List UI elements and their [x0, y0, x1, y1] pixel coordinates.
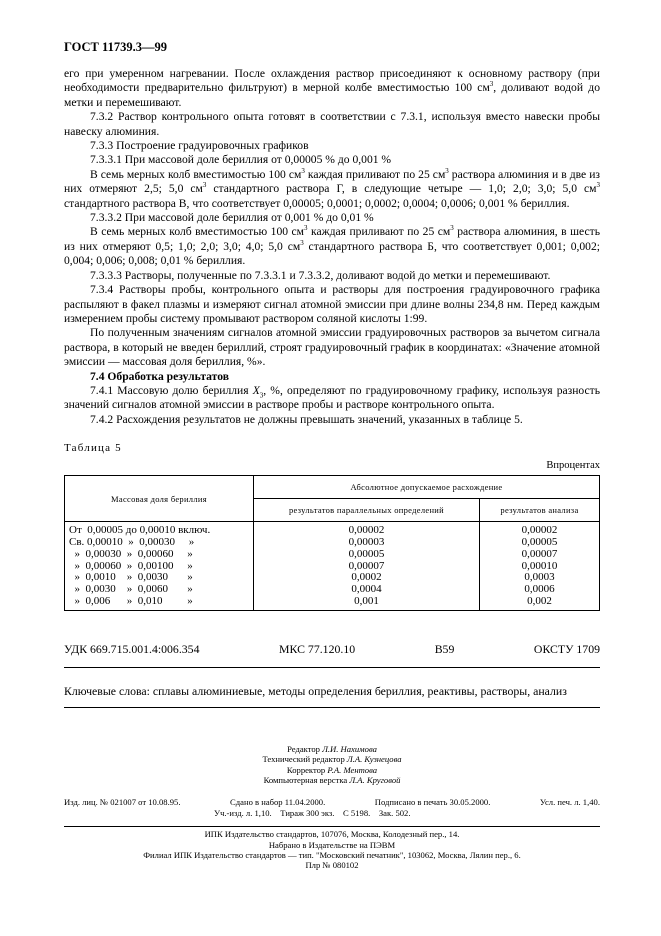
divider — [64, 667, 600, 668]
corrector-line: Корректор Р.А. Ментова — [286, 764, 378, 775]
paragraph-7-3-4: 7.3.4 Растворы пробы, контрольного опыта и растворы для построения градуировочного графика распыляют в факел плазмы и измеряют сигнал атомной эмиссии при длине волны 234,8 нм. Перед каждым измерением пробы систему промывают раствором соляной кислоты 1:99. — [64, 283, 600, 325]
table-unit: Впроцентах — [546, 460, 600, 472]
paragraph-7-3-3-2: 7.3.3.2 При массовой доле бериллия от 0,001 % до 0,01 % — [90, 211, 374, 225]
mks-code: МКС 77.120.10 — [279, 641, 356, 656]
col-parallel-determinations: результатов параллельных определений — [254, 499, 480, 522]
classification-line — [64, 642, 600, 657]
paragraph-7-3-3-2-text: В семь мерных колб вместимостью 100 $см^3$ каждая приливают по 25 $см^3$ раствора алюминия, в шесть из них отмеряют 0,5; 1,0; 2,0; 3,0; 4,0; 5,0 $см^3$ стандартного раствора Б, что соответствует 0,001; 0,002; 0,004; 0,006; 0,008; 0,01 % бериллия. — [64, 224, 601, 268]
range-cell: От 0,00005 до 0,00010 включ. Св. 0,00010 » 0,00030 » » 0,00030 » 0,00060 » » 0,00060 » 0,00100 » » 0,0010 » 0,0030 » » 0,0030 » 0,0060 » » 0,006 » 0,010 » — [65, 522, 254, 611]
col-group-allowed-discrepancy: Абсолютное допускаемое расхождение — [254, 476, 600, 499]
paragraph-1: его при умеренном нагревании. После охлаждения раствор присоединяют к основному раствору (при необходимости предварительно фильтруют) в мерной колбе вместимостью 100 $см^3$, доливают водой до метки и перемешивают. — [64, 67, 600, 109]
paragraph-7-4-1: 7.4.1 Массовую долю бериллия $X_3$, %, определяют по градуировочному графику, используя разность значений сигналов атомной эмиссии в растворе пробы и растворе контрольного опыта. — [64, 383, 601, 412]
table-5 — [64, 475, 600, 611]
divider — [64, 707, 600, 708]
paragraph-7-3-3-1: 7.3.3.1 При массовой доле бериллия от 0,00005 % до 0,001 % — [90, 153, 392, 167]
section-7-4-heading: 7.4 Обработка результатов — [90, 369, 229, 383]
editor-line: Редактор Л.И. Нахимова — [287, 743, 377, 754]
paragraph-7-3-3-1-text: В семь мерных колб вместимостью 100 $см^3$ каждая приливают по 25 $см^3$ раствора алюминия и в две из них отмеряют 2,5; 5,0 $см^3$ стандартного раствора Г, в следующие четыре — 1,0; 2,0; 3,0; 5,0 $см^3$ стандартного раствора В, что соответствует 0,00005; 0,0001; 0,0002; 0,0004; 0,0006; 0,001 % бериллия. — [64, 166, 600, 210]
publisher-info: ИПК Издательство стандартов, 107076, Москва, Колодезный пер., 14. Набрано в Издательстве на ПЭВМ Филиал ИПК Издательство стандартов — тип. "Московский печатник", 103062, Москва, Лялин пер., 6. Плр № 080102 — [143, 829, 521, 871]
paragraph-7-4-2: 7.4.2 Расхождения результатов не должны превышать значений, указанных в таблице 5. — [90, 412, 523, 426]
editor-credits — [64, 744, 600, 786]
layout-line: Компьютерная верстка Л.А. Круговой — [263, 774, 401, 785]
col-analysis-results: результатов анализа — [479, 499, 599, 522]
paragraph-calibration: По полученным значениям сигналов атомной эмиссии градуировочных растворов за вычетом сигнала раствора, в который не введен бериллий, строят градуировочный график в координатах: «Значение атомной эмиссии — массовая доля бериллия, %». — [64, 326, 600, 369]
print-details-line-2: Уч.-изд. л. 1,10. Тираж 300 экз. С 5198. Зак. 502. — [214, 807, 411, 818]
document-page — [64, 40, 600, 871]
col-beryllium-fraction: Массовая доля бериллия — [65, 476, 254, 522]
paragraph-7-3-2: 7.3.2 Раствор контрольного опыта готовят в соответствии с 7.3.1, используя вместо навески пробы навеску алюминия. — [64, 110, 600, 138]
standard-header: ГОСТ 11739.3—99 — [64, 40, 167, 54]
parallel-values-cell: 0,00002 0,00003 0,00005 0,00007 0,0002 0,0004 0,001 — [254, 522, 480, 611]
udk-code: УДК 669.715.001.4:006.354 — [64, 641, 200, 656]
body-text — [64, 67, 600, 427]
table-row — [65, 522, 600, 611]
group-code: В59 — [434, 641, 455, 656]
keywords: Ключевые слова: сплавы алюминиевые, методы определения бериллия, реактивы, растворы, анализ — [64, 683, 567, 698]
okstu-code: ОКСТУ 1709 — [533, 641, 600, 656]
analysis-values-cell: 0,00002 0,00005 0,00007 0,00010 0,0003 0,0006 0,002 — [479, 522, 599, 611]
divider — [64, 826, 600, 827]
paragraph-7-3-3-3: 7.3.3.3 Растворы, полученные по 7.3.3.1 и 7.3.3.2, доливают водой до метки и перемешивают. — [90, 268, 551, 282]
paragraph-7-3-3: 7.3.3 Построение градуировочных графиков — [90, 139, 309, 153]
table-caption: Таблица 5 — [64, 442, 122, 455]
print-details-line-1: Изд. лиц. № 021007 от 10.08.95. Сдано в набор 11.04.2000. Подписано в печать 30.05.2000. Усл. печ. л. 1,40. — [64, 797, 600, 808]
tech-editor-line: Технический редактор Л.А. Кузнецова — [262, 754, 402, 765]
print-details — [64, 797, 600, 818]
